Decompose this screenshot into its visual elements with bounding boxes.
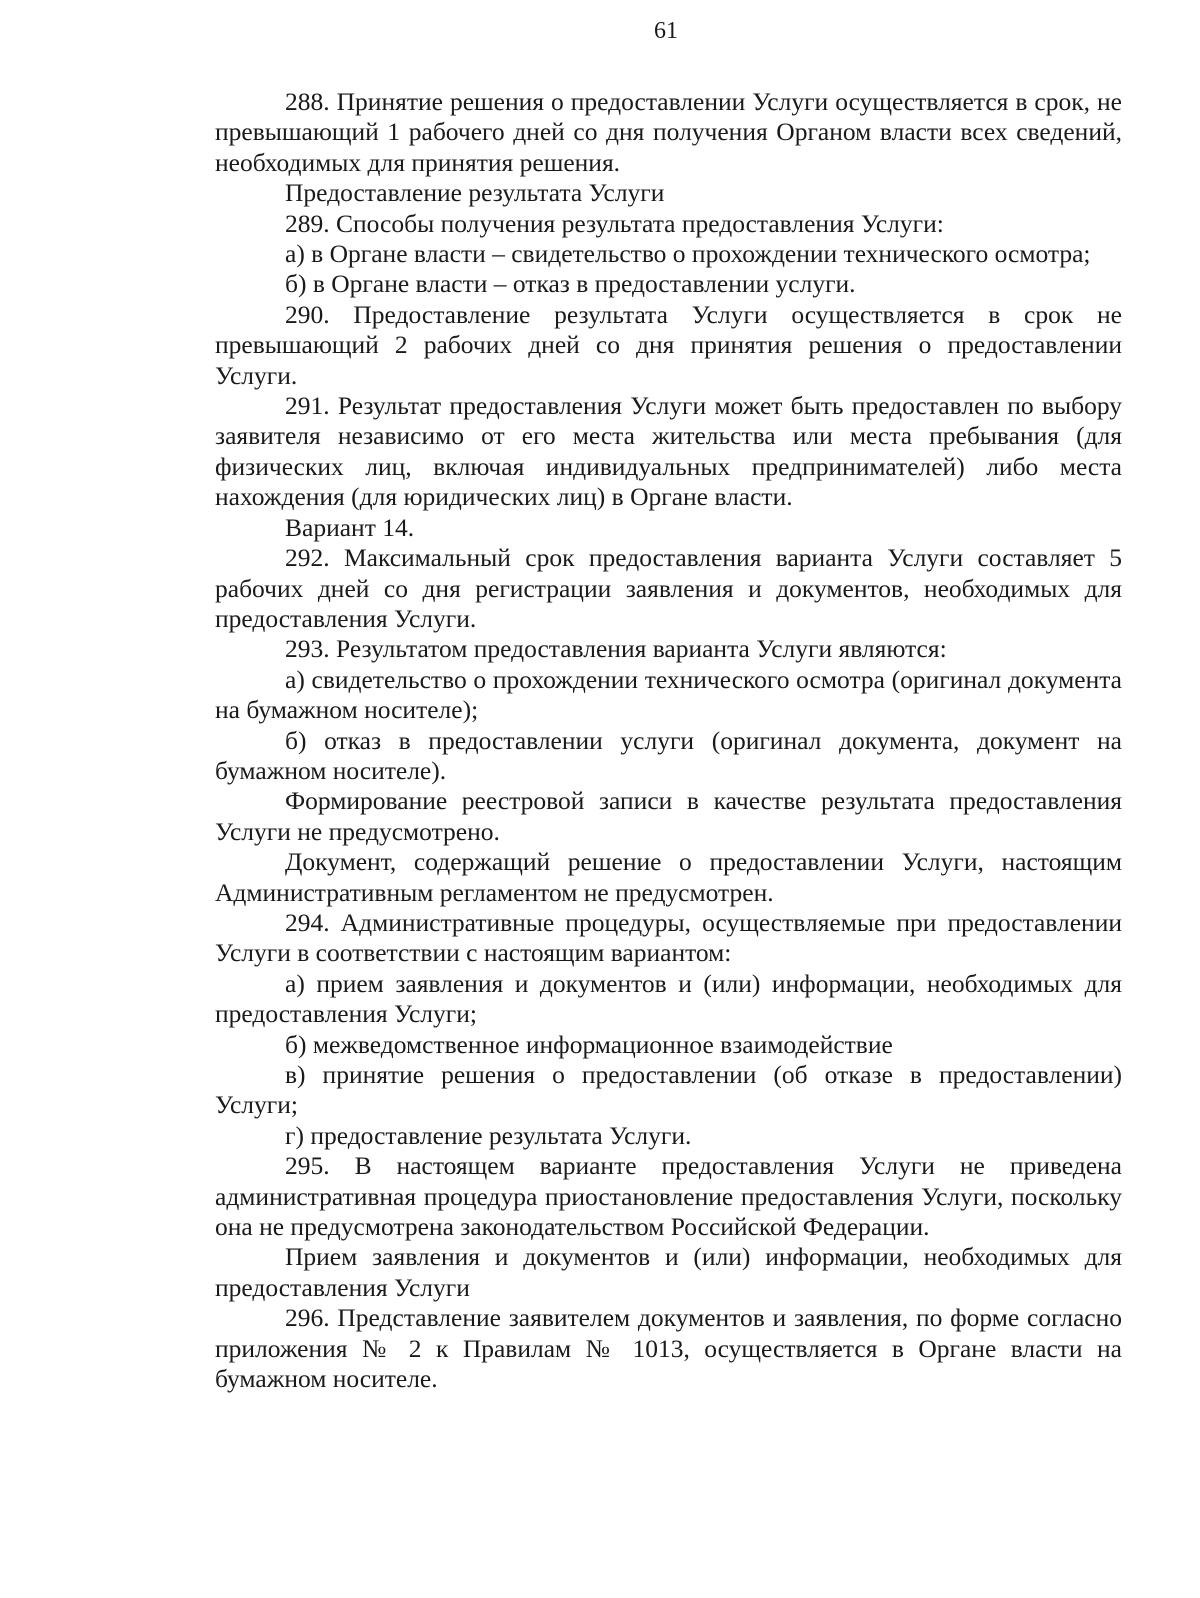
document-body bbox=[215, 87, 1122, 1394]
paragraph-296: 296. Представление заявителем документов и заявления, по форме согласно приложения № 2 к Правилам № 1013, осуществляется в Органе власти на бумажном носителе. bbox=[215, 1303, 1122, 1394]
paragraph-290: 290. Предоставление результата Услуги осуществляется в срок не превышающий 2 рабочих дней со дня принятия решения о предоставлении Услуги. bbox=[215, 299, 1122, 390]
paragraph-288: 288. Принятие решения о предоставлении Услуги осуществляется в срок, не превышающий 1 рабочего дней со дня получения Органом власти всех сведений, необходимых для принятия решения. bbox=[215, 87, 1122, 177]
paragraph-293: 293. Результатом предоставления варианта Услуги являются: bbox=[285, 634, 947, 664]
paragraph-decision-note: Документ, содержащий решение о предоставлении Услуги, настоящим Административным регламентом не предусмотрен. bbox=[215, 847, 1122, 907]
paragraph-294-g: г) предоставление результата Услуги. bbox=[285, 1120, 692, 1150]
section-heading-variant: Вариант 14. bbox=[285, 512, 415, 542]
paragraph-294-a: а) прием заявления и документов и (или) информации, необходимых для предоставления Услуги; bbox=[215, 968, 1122, 1029]
paragraph-registry-note: Формирование реестровой записи в качестве результата предоставления Услуги не предусмотрено. bbox=[215, 786, 1122, 846]
paragraph-295: 295. В настоящем варианте предоставления Услуги не приведена административная процедура приостановление предоставления Услуги, поскольку она не предусмотрена законодательством Российской Федерации. bbox=[215, 1151, 1122, 1242]
section-heading-reception: Прием заявления и документов и (или) информации, необходимых для предоставления Услуги bbox=[215, 1242, 1122, 1302]
paragraph-293-b: б) отказ в предоставлении услуги (оригинал документа, документ на бумажном носителе). bbox=[215, 725, 1122, 785]
paragraph-289-a: а) в Органе власти – свидетельство о прохождении технического осмотра; bbox=[285, 239, 1091, 269]
page-number: 61 bbox=[654, 18, 678, 44]
paragraph-294-v: в) принятие решения о предоставлении (об отказе в предоставлении) Услуги; bbox=[215, 1060, 1122, 1120]
paragraph-289: 289. Способы получения результата предоставления Услуги: bbox=[285, 208, 944, 238]
paragraph-294-b: б) межведомственное информационное взаимодействие bbox=[285, 1029, 893, 1059]
paragraph-294: 294. Административные процедуры, осуществляемые при предоставлении Услуги в соответствии с настоящим вариантом: bbox=[215, 907, 1122, 968]
section-heading-result: Предоставление результата Услуги bbox=[285, 178, 665, 208]
paragraph-291: 291. Результат предоставления Услуги может быть предоставлен по выбору заявителя независимо от его места жительства или места пребывания (для физических лиц, включая индивидуальных предпринимателей) либо места нахождения (для юридических лиц) в Органе власти. bbox=[215, 391, 1122, 512]
paragraph-293-a: а) свидетельство о прохождении технического осмотра (оригинал документа на бумажном носителе); bbox=[215, 664, 1122, 725]
paragraph-292: 292. Максимальный срок предоставления варианта Услуги составляет 5 рабочих дней со дня регистрации заявления и документов, необходимых для предоставления Услуги. bbox=[215, 543, 1122, 633]
paragraph-289-b: б) в Органе власти – отказ в предоставлении услуги. bbox=[285, 269, 856, 299]
